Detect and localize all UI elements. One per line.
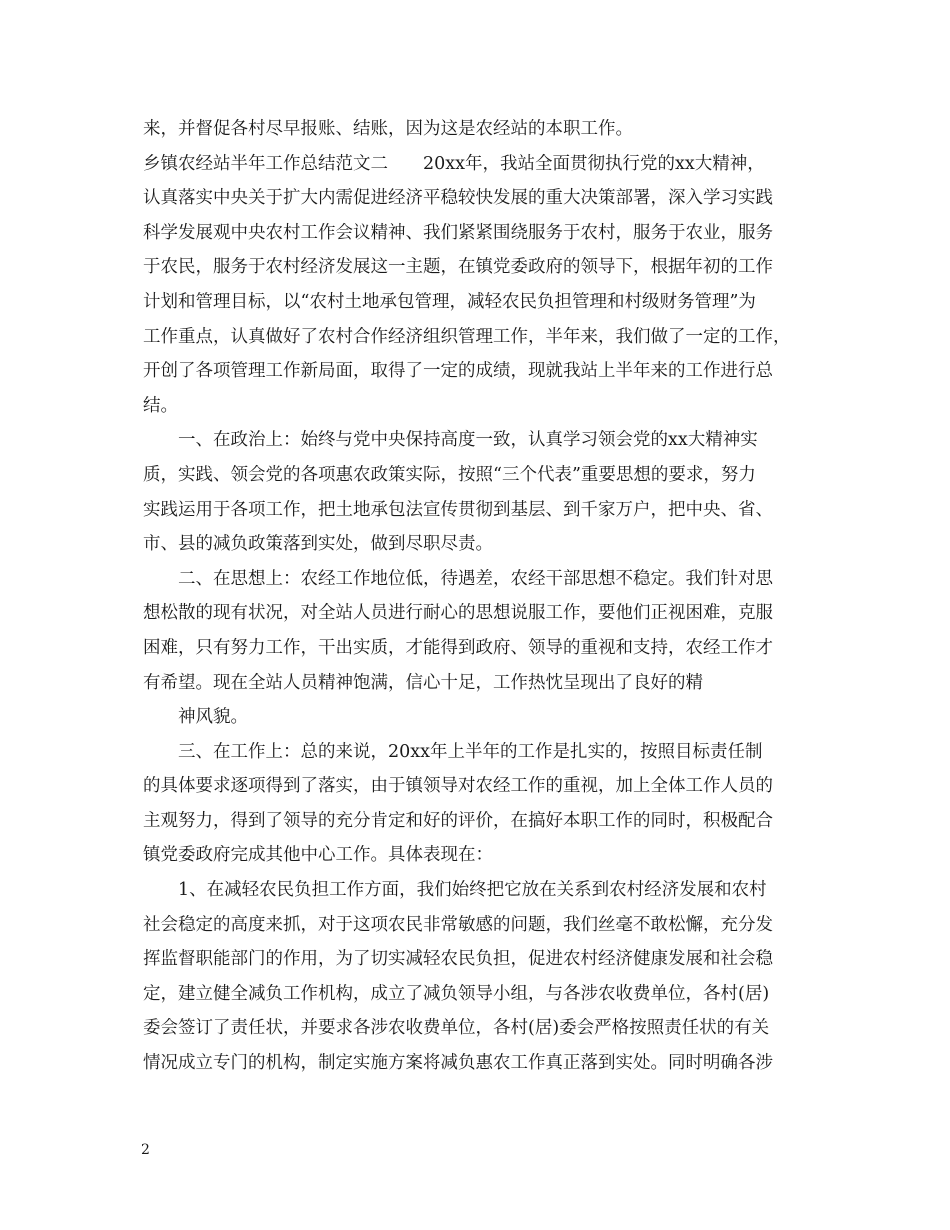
text-line: 实践运用于各项工作，把土地承包法宣传贯彻到基层、到千家万户，把中央、省、 [143, 499, 773, 520]
text-line: 的具体要求逐项得到了落实，由于镇领导对农经工作的重视，加上全体工作人员的 [143, 776, 773, 797]
text-line: 开创了各项管理工作新局面，取得了一定的成绩，现就我站上半年来的工作进行总 [143, 361, 773, 382]
text-line: 三、在工作上：总的来说，20xx年上半年的工作是扎实的，按照目标责任制 [178, 741, 763, 762]
text-line: 结。 [143, 395, 178, 416]
text-line: 计划和管理目标，以“农村土地承包管理，减轻农民负担管理和村级财务管理”为 [143, 291, 756, 312]
text-line: 于农民，服务于农村经济发展这一主题，在镇党委政府的领导下，根据年初的工作 [143, 257, 773, 278]
text-line: 想松散的现有状况，对全站人员进行耐心的思想说服工作，要他们正视困难，克服 [143, 603, 773, 624]
text-line: 科学发展观中央农村工作会议精神、我们紧紧围绕服务于农村，服务于农业，服务 [143, 222, 773, 243]
text-line: 二、在思想上：农经工作地位低，待遇差，农经干部思想不稳定。我们针对思 [178, 568, 773, 589]
text-line: 社会稳定的高度来抓，对于这项农民非常敏感的问题，我们丝毫不敢松懈，充分发 [143, 914, 773, 935]
text-line: 镇党委政府完成其他中心工作。具体表现在： [143, 845, 493, 866]
text-line: 有希望。现在全站人员精神饱满，信心十足，工作热忱呈现出了良好的精 [143, 672, 703, 693]
text-line: 主观努力，得到了领导的充分肯定和好的评价，在搞好本职工作的同时，积极配合 [143, 810, 773, 831]
text-line: 神风貌。 [178, 707, 248, 728]
text-line: 定，建立健全减负工作机构，成立了减负领导小组，与各涉农收费单位，各村(居) [143, 983, 770, 1004]
text-line: 困难，只有努力工作，干出实质，才能得到政府、领导的重视和支持，农经工作才 [143, 637, 773, 658]
text-line: 委会签订了责任状，并要求各涉农收费单位，各村(居)委会严格按照责任状的有关 [143, 1018, 770, 1039]
text-line: 认真落实中央关于扩大内需促进经济平稳较快发展的重大决策部署，深入学习实践 [143, 188, 773, 209]
text-line: 市、县的减负政策落到实处，做到尽职尽责。 [143, 534, 493, 555]
text-line: 情况成立专门的机构，制定实施方案将减负惠农工作真正落到实处。同时明确各涉 [143, 1053, 773, 1074]
page-number: 2 [141, 1142, 150, 1158]
text-line: 一、在政治上：始终与党中央保持高度一致，认真学习领会党的xx大精神实 [178, 430, 758, 451]
body-text [143, 112, 823, 1081]
text-line: 来，并督促各村尽早报账、结账，因为这是农经站的本职工作。 [143, 119, 633, 139]
text-line: 工作重点，认真做好了农村合作经济组织管理工作，半年来，我们做了一定的工作， [143, 326, 791, 347]
text-line: 挥监督职能部门的作用，为了切实减轻农民负担，促进农村经济健康发展和社会稳 [143, 949, 773, 970]
text-line: 质，实践、领会党的各项惠农政策实际，按照“三个代表”重要思想的要求，努力 [143, 464, 756, 485]
text-line: 1、在减轻农民负担工作方面，我们始终把它放在关系到农村经济发展和农村 [178, 880, 767, 901]
text-line: 乡镇农经站半年工作总结范文二 20xx年，我站全面贯彻执行党的xx大精神， [143, 153, 765, 174]
